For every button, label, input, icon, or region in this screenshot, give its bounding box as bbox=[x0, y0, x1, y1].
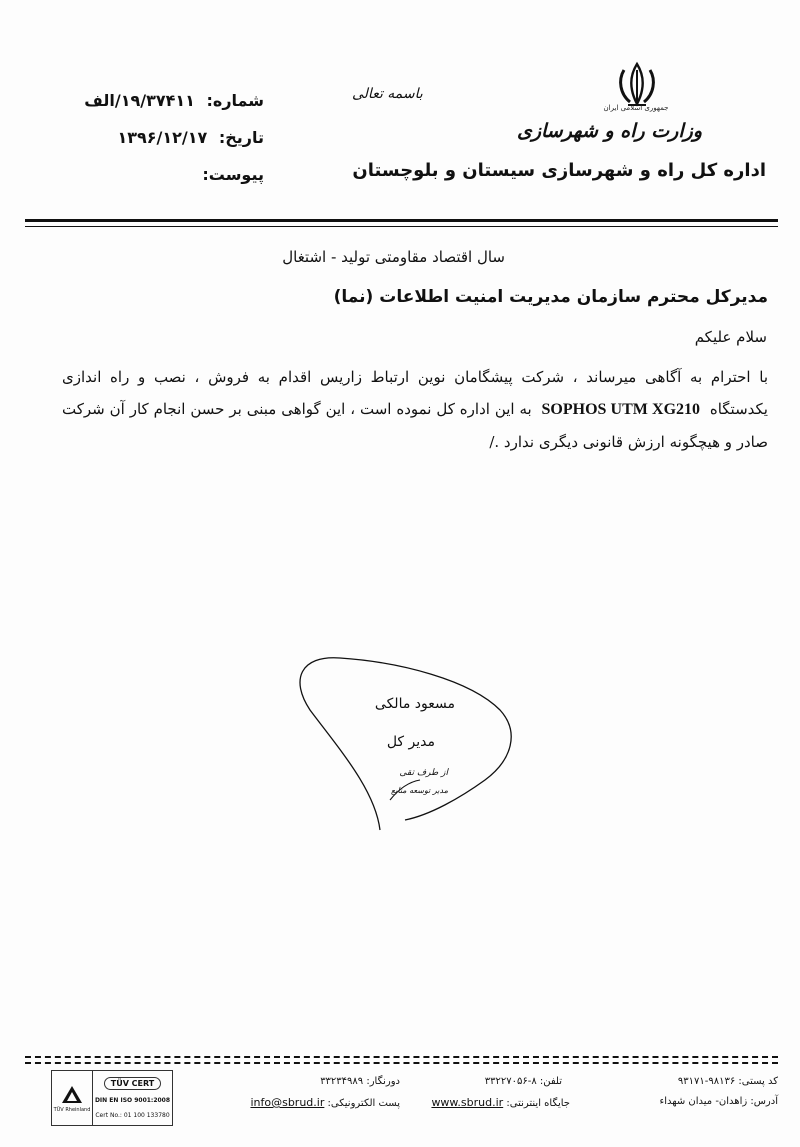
email-link[interactable]: info@sbrud.ir bbox=[250, 1096, 325, 1109]
cert-number: Cert No.: 01 100 133780 bbox=[95, 1112, 170, 1120]
tuv-logo bbox=[52, 1071, 93, 1125]
footer-website bbox=[431, 1096, 570, 1109]
footer-email bbox=[250, 1096, 400, 1109]
website-label: جایگاه اینترنتی: bbox=[506, 1098, 570, 1109]
footer-postal-code: کد پستی: ۹۸۱۳۶-۹۳۱۷۱ bbox=[677, 1076, 778, 1087]
email-label: پست الکترونیکی: bbox=[327, 1098, 400, 1109]
attachment-label: پیوست: bbox=[202, 165, 264, 184]
letter-number bbox=[84, 91, 264, 110]
cert-company: TÜV Rheinland bbox=[53, 1107, 91, 1113]
tuv-cert-label: TÜV CERT bbox=[104, 1077, 162, 1090]
footer-fax: دورنگار: ۳۳۲۳۴۹۸۹ bbox=[320, 1076, 400, 1087]
cert-details bbox=[93, 1071, 172, 1125]
greeting: سلام علیکم bbox=[694, 328, 767, 346]
letter-date bbox=[117, 128, 264, 147]
directorate-name: اداره کل راه و شهرسازی سیستان و بلوچستان bbox=[352, 160, 766, 181]
iran-emblem-icon bbox=[614, 60, 660, 108]
emblem-caption: جمهوری اسلامی ایران bbox=[603, 104, 669, 112]
letter-attachment bbox=[202, 165, 264, 184]
forward-note-title: مدیر توسعه منابع bbox=[390, 786, 448, 795]
year-slogan: سال اقتصاد مقاومتی تولید - اشتغال bbox=[282, 248, 505, 266]
ministry-name: وزارت راه و شهرسازی bbox=[516, 120, 702, 142]
signer-title: مدیر کل bbox=[386, 734, 435, 750]
certification-badge bbox=[51, 1070, 173, 1126]
header-divider-thick bbox=[25, 219, 778, 222]
date-value: ۱۳۹۶/۱۲/۱۷ bbox=[117, 128, 208, 147]
letter-body bbox=[62, 361, 768, 458]
footer-divider-bottom bbox=[25, 1062, 778, 1064]
signer-name: مسعود مالکی bbox=[374, 696, 455, 712]
date-label: تاریخ: bbox=[218, 128, 264, 147]
product-name: SOPHOS UTM XG210 bbox=[541, 401, 701, 418]
website-link[interactable]: www.sbrud.ir bbox=[431, 1096, 504, 1109]
number-label: شماره: bbox=[206, 91, 264, 110]
cert-standard: DIN EN ISO 9001:2008 bbox=[94, 1097, 171, 1105]
body-text-part2: به این اداره کل نموده است ، این گواهی مبنی بر حسن انجام کار آن شرکت صادر و هیچگونه ارزش قانونی دیگری ندارد ./ bbox=[62, 400, 768, 451]
tuv-triangle-icon bbox=[60, 1083, 84, 1107]
header-divider-thin bbox=[25, 226, 778, 227]
footer-divider-top bbox=[25, 1056, 778, 1058]
forward-note: از طرف تقی bbox=[399, 768, 448, 778]
footer-address: آدرس: زاهدان- میدان شهداء bbox=[659, 1096, 778, 1107]
addressee: مدیرکل محترم سازمان مدیریت امنیت اطلاعات (نما) bbox=[333, 287, 768, 307]
footer-phone: تلفن: ۸-۳۳۲۲۷۰۵۶ bbox=[484, 1076, 562, 1087]
body-text-part1: با احترام به آگاهی میرساند ، شرکت پیشگامان نوین ارتباط زاریس اقدام به فروش ، نصب و راه اندازی یکدستگاه bbox=[62, 368, 768, 418]
number-value: ۱۹/۳۷۴۱۱/الف bbox=[84, 91, 195, 110]
basmala: باسمه تعالی bbox=[352, 86, 423, 102]
